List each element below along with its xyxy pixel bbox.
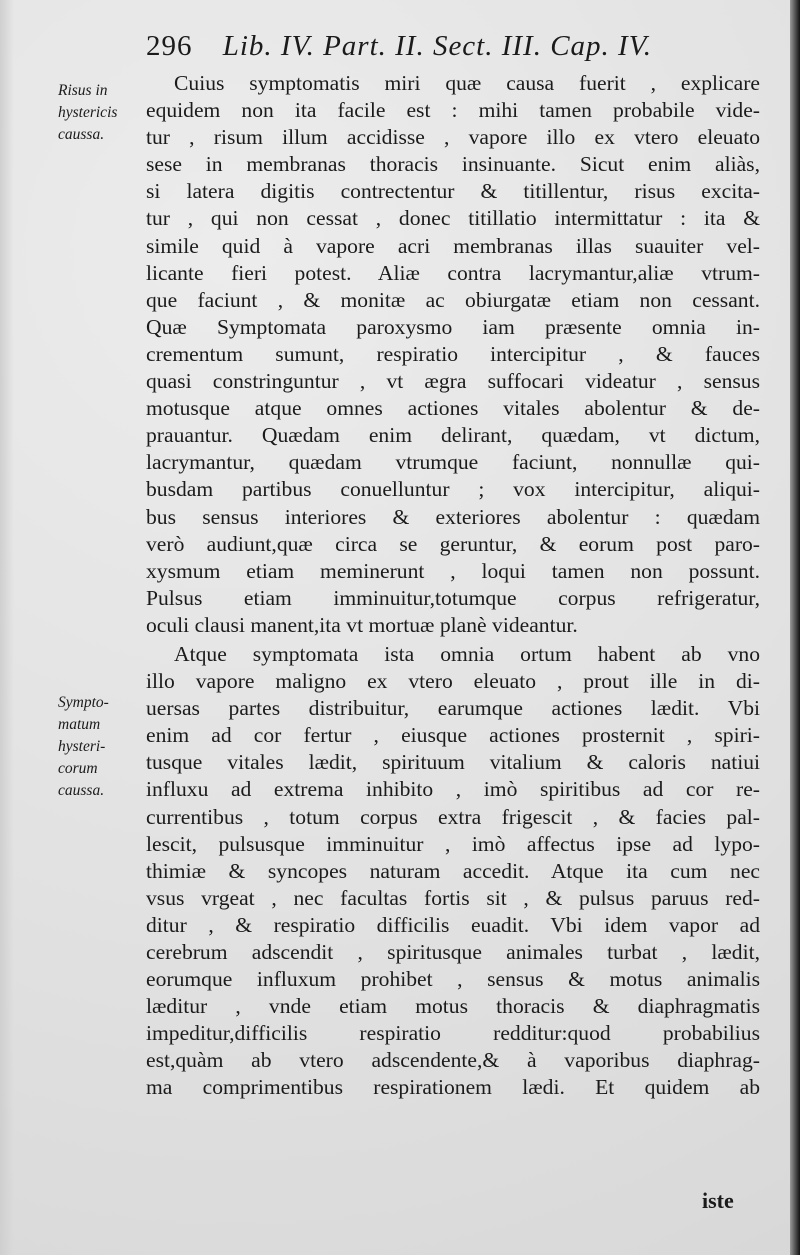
text-line: enim ad cor fertur , eiusque actiones prosternit , spiri- [146,723,760,748]
page-gutter-shade [0,0,14,1255]
text-line: motusque atque omnes actiones vitales abolentur & de- [146,396,760,421]
text-line: busdam partibus conuelluntur ; vox intercipitur, aliqui- [146,477,760,502]
page-number: 296 [146,30,193,62]
text-line: currentibus , totum corpus extra frigescit , & facies pal- [146,804,760,829]
body-text [146,70,760,1102]
margin-note-line: matum [58,716,101,733]
running-header [146,30,736,63]
text-line: tur , risum illum accidisse , vapore illo ex vtero eleuato [146,125,760,150]
text-line: verò audiunt,quæ circa se geruntur, & eorum post paro- [146,531,760,556]
text-line: uersas partes distribuitur, earumque actiones lædit. Vbi [146,696,760,721]
text-line: cerebrum adscendit , spiritusque animales turbat , lædit, [146,940,760,964]
text-line: equidem non ita facile est : mihi tamen probabile vide- [146,98,760,123]
text-line: tusque vitales lædit, spirituum vitalium & caloris natiui [146,750,760,775]
margin-note-risus [58,80,140,146]
margin-note-line: hystericis [58,104,118,121]
text-line: eorumque influxum prohibet , sensus & motus animalis [146,967,760,992]
text-line: sese in membranas thoracis insinuante. Sicut enim aliàs, [146,152,760,177]
margin-note-line: caussa. [58,782,105,799]
text-line: quasi constringuntur , vt ægra suffocari videatur , sensus [146,369,760,394]
text-line: Atque symptomata ista omnia ortum habent ab vno [174,641,760,666]
text-line: lacrymantur, quædam vtrumque faciunt, nonnullæ qui- [146,450,760,475]
text-line: ma comprimentibus respirationem lædi. Et quidem ab [146,1075,760,1100]
text-line: crementum sumunt, respiratio intercipitur , & fauces [146,341,760,366]
margin-note-line: Risus in [58,82,108,99]
paragraph-1 [146,70,760,639]
text-line: prauantur. Quædam enim delirant, quædam, vt dictum, [146,423,760,448]
text-line: ditur , & respiratio difficilis euadit. Vbi idem vapor ad [146,912,760,937]
text-line: licante fieri potest. Aliæ contra lacrymantur,aliæ vtrum- [146,260,760,285]
text-line: Cuius symptomatis miri quæ causa fuerit , explicare [174,71,760,95]
text-line: tur , qui non cessat , donec titillatio intermittatur : ita & [146,206,760,231]
text-line: vsus vrgeat , nec facultas fortis sit , & pulsus paruus red- [146,885,760,910]
text-line: lescit, pulsusque imminuitur , imò affectus ipse ad lypo- [146,831,760,856]
text-line: impeditur,difficilis respiratio redditur:quod probabilius [146,1021,760,1046]
margin-note-line: Sympto- [58,694,109,711]
running-title: Lib. IV. Part. II. Sect. III. Cap. IV. [222,30,652,62]
text-line: læditur , vnde etiam motus thoracis & diaphragmatis [146,994,760,1019]
margin-note-symptomatum [58,692,140,802]
catchword: iste [702,1188,734,1213]
margin-note-line: hysteri- [58,738,106,755]
margin-note-line: corum [58,760,98,777]
text-line: simile quid à vapore acri membranas illas suauiter vel- [146,233,760,258]
text-line: xysmum etiam meminerunt , loqui tamen non possunt. [146,558,760,583]
text-line: Quæ Symptomata paroxysmo iam præsente omnia in- [146,314,760,339]
text-line: influxu ad extrema inhibito , imò spiritibus ad cor re- [146,777,760,802]
text-line: illo vapore maligno ex vtero eleuato , prout ille in di- [146,669,760,694]
text-line: bus sensus interiores & exteriores abolentur : quædam [146,504,760,529]
text-line: oculi clausi manent,ita vt mortuæ planè videantur. [146,612,578,637]
text-line: que faciunt , & monitæ ac obiurgatæ etiam non cessant. [146,287,760,312]
text-line: si latera digitis contrectentur & titillentur, risus excita- [146,179,760,204]
page-edge-shadow [790,0,800,1255]
paragraph-2 [146,641,760,1102]
text-line: est,quàm ab vtero adscendente,& à vaporibus diaphrag- [146,1048,760,1073]
margin-note-line: caussa. [58,126,105,143]
text-line: thimiæ & syncopes naturam accedit. Atque ita cum nec [146,858,760,883]
text-line: Pulsus etiam imminuitur,totumque corpus refrigeratur, [146,585,760,610]
